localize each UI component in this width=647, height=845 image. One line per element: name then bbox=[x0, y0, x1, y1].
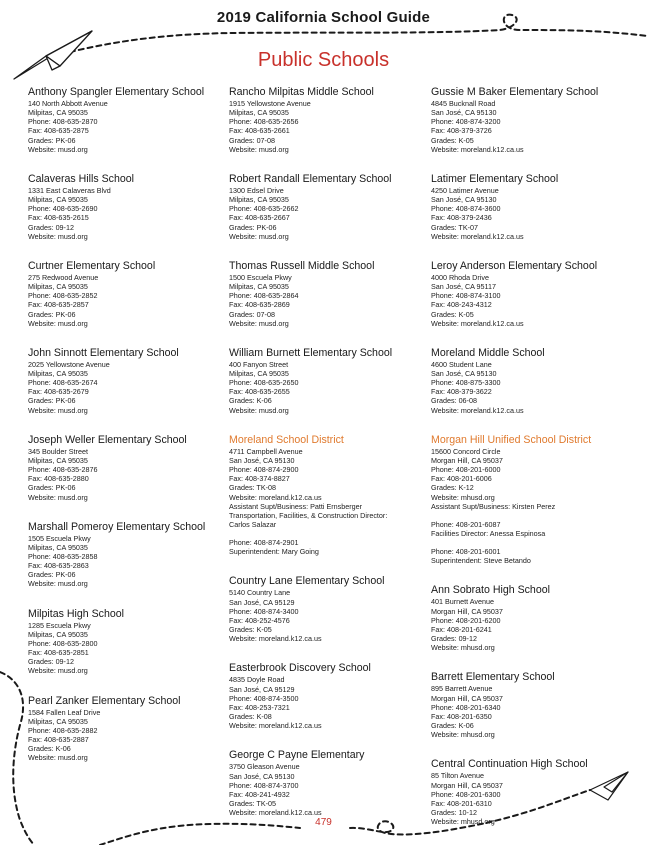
entry-detail-line: Phone: 408-201-6200 bbox=[431, 615, 501, 625]
entry-detail-line: Website: mhusd.org bbox=[431, 643, 495, 653]
entry-detail-line: Phone: 408-875-3300 bbox=[431, 378, 501, 388]
entry-detail-line: Website: musd.org bbox=[28, 492, 88, 502]
section-title: Public Schools bbox=[257, 49, 390, 71]
entry-detail-line: 140 North Abbott Avenue bbox=[28, 99, 108, 108]
school-entry bbox=[431, 671, 621, 739]
school-name: Marshall Pomeroy Elementary School bbox=[28, 520, 206, 533]
school-name: Gussie M Baker Elementary School bbox=[431, 86, 599, 98]
entry-detail-line: Grades: 09-12 bbox=[28, 657, 74, 667]
entry-detail-line: San José, CA 95129 bbox=[229, 684, 295, 694]
entry-detail-line: San José, CA 95130 bbox=[229, 771, 295, 781]
entry-detail-line: Grades: 06-08 bbox=[431, 396, 477, 406]
entry-detail-line: Phone: 408-635-2876 bbox=[28, 465, 98, 475]
entry-detail-line: Milpitas, CA 95035 bbox=[229, 195, 289, 205]
entry-detail-line: Fax: 408-635-2880 bbox=[28, 474, 89, 484]
entry-detail-line: 1915 Yellowstone Avenue bbox=[229, 99, 311, 108]
entry-detail-line: Fax: 408-201-6310 bbox=[431, 798, 492, 808]
school-name: Easterbrook Discovery School bbox=[229, 662, 371, 675]
school-entry bbox=[431, 260, 621, 328]
school-name: George C Payne Elementary bbox=[229, 749, 365, 762]
entry-detail-line: Phone: 408-201-6300 bbox=[431, 789, 501, 799]
entry-detail-line: Phone: 408-874-3200 bbox=[431, 117, 501, 127]
entry-detail-line: Phone: 408-635-2852 bbox=[28, 291, 98, 301]
entry-detail-line: Fax: 408-635-2615 bbox=[28, 213, 89, 223]
entry-detail-line: Assistant Supt/Business: Patti Ernsberger bbox=[229, 501, 363, 511]
entry-detail-line: Fax: 408-379-2436 bbox=[431, 213, 492, 223]
entry-detail-line: Milpitas, CA 95035 bbox=[229, 368, 289, 378]
school-name: William Burnett Elementary School bbox=[229, 346, 393, 359]
entry-detail-line: Phone: 408-874-3500 bbox=[229, 693, 299, 703]
school-entry bbox=[229, 347, 419, 415]
entry-detail-line: Grades: 10-12 bbox=[431, 807, 477, 817]
entry-detail-line: Website: moreland.k12.ca.us bbox=[229, 808, 322, 818]
entry-detail-line: Milpitas, CA 95035 bbox=[28, 716, 88, 726]
entry-detail-line: San José, CA 95129 bbox=[229, 597, 295, 607]
entry-detail-line: 4600 Student Lane bbox=[431, 359, 492, 369]
entry-detail-line: 275 Redwood Avenue bbox=[28, 272, 99, 282]
entry-detail-line: Phone: 408-635-2662 bbox=[229, 204, 299, 214]
entry-detail-line: Website: musd.org bbox=[28, 753, 88, 763]
entry-detail-line: Milpitas, CA 95035 bbox=[28, 108, 88, 118]
entry-detail-line: Fax: 408-379-3726 bbox=[431, 126, 492, 136]
entry-detail-line: 4000 Rhoda Drive bbox=[431, 272, 489, 282]
entry-detail-line: Grades: 07-08 bbox=[229, 135, 275, 145]
entry-detail-line: 85 Tilton Avenue bbox=[431, 771, 485, 781]
entry-detail-line: Phone: 408-201-6001 bbox=[431, 547, 501, 557]
entry-detail-line: 345 Boulder Street bbox=[28, 446, 88, 456]
entry-detail-line: Milpitas, CA 95035 bbox=[28, 542, 88, 552]
district-name: Morgan Hill Unified School District bbox=[431, 433, 592, 446]
school-name: Pearl Zanker Elementary School bbox=[28, 694, 181, 707]
entry-detail-line: Grades: TK-05 bbox=[229, 798, 277, 808]
entry-detail-line: 4845 Bucknall Road bbox=[431, 99, 496, 108]
entry-detail-line: Website: moreland.k12.ca.us bbox=[431, 405, 524, 415]
entry-detail-line: Website: musd.org bbox=[229, 144, 289, 154]
school-name: Joseph Weller Elementary School bbox=[28, 433, 187, 446]
entry-detail-line: Grades: K-08 bbox=[229, 712, 272, 722]
entry-detail-line: Website: musd.org bbox=[28, 144, 88, 154]
entry-detail-line: 400 Fanyon Street bbox=[229, 359, 289, 369]
entry-detail-line: Fax: 408-635-2667 bbox=[229, 213, 290, 223]
school-entry bbox=[28, 86, 218, 154]
entry-detail-line: Milpitas, CA 95035 bbox=[28, 629, 88, 639]
entry-detail-line: Phone: 408-635-2870 bbox=[28, 117, 98, 127]
column-3 bbox=[431, 86, 621, 845]
school-name: Thomas Russell Middle School bbox=[229, 259, 375, 272]
entry-detail-line: Grades: PK-06 bbox=[28, 483, 76, 493]
entry-detail-line: Website: musd.org bbox=[28, 231, 88, 241]
entry-detail-line: Website: musd.org bbox=[229, 318, 289, 328]
entry-detail-line: Website: musd.org bbox=[229, 231, 289, 241]
school-entry bbox=[431, 173, 621, 241]
entry-detail-line: Morgan Hill, CA 95037 bbox=[431, 606, 503, 616]
entry-detail-line: Fax: 408-635-2863 bbox=[28, 561, 89, 571]
entry-detail-line: Phone: 408-635-2650 bbox=[229, 378, 299, 388]
entry-detail-line: 5140 Country Lane bbox=[229, 588, 291, 598]
entry-detail-line: Milpitas, CA 95035 bbox=[28, 282, 88, 292]
entry-detail-line: Facilities Director: Anessa Espinosa bbox=[431, 529, 546, 538]
entry-detail-line: Phone: 408-874-3700 bbox=[229, 780, 299, 790]
school-entry bbox=[229, 173, 419, 241]
school-entry bbox=[229, 749, 419, 817]
school-name: Anthony Spangler Elementary School bbox=[28, 86, 205, 98]
entry-detail-line: Morgan Hill, CA 95037 bbox=[431, 693, 503, 703]
school-name: Leroy Anderson Elementary School bbox=[431, 259, 598, 272]
entry-detail-line: Grades: K-12 bbox=[431, 483, 474, 493]
entry-detail-line: Milpitas, CA 95035 bbox=[229, 108, 289, 118]
entry-detail-line: Assistant Supt/Business: Kirsten Perez bbox=[431, 501, 556, 511]
entry-detail-line: Grades: K-05 bbox=[229, 625, 272, 635]
entry-detail-line: Website: mhusd.org bbox=[431, 492, 495, 502]
entry-detail-line: 4250 Latimer Avenue bbox=[431, 185, 499, 195]
entry-detail-line: Grades: K-05 bbox=[431, 309, 474, 319]
entry-detail-line: Grades: PK-06 bbox=[28, 135, 76, 145]
entry-detail-line: 401 Burnett Avenue bbox=[431, 597, 495, 607]
entry-detail-line: Phone: 408-201-6000 bbox=[431, 465, 501, 475]
entry-detail-line: 1331 East Calaveras Blvd bbox=[28, 185, 111, 195]
entry-detail-line: 3750 Gleason Avenue bbox=[229, 762, 300, 772]
entry-detail-line: Fax: 408-635-2875 bbox=[28, 126, 89, 136]
entry-detail-line: Phone: 408-874-3600 bbox=[431, 204, 501, 214]
entry-detail-line: 1500 Escuela Pkwy bbox=[229, 272, 292, 282]
entry-detail-line: Grades: 07-08 bbox=[229, 309, 275, 319]
entry-detail-line: Milpitas, CA 95035 bbox=[28, 368, 88, 378]
entry-detail-line: Superintendent: Steve Betando bbox=[431, 556, 531, 566]
school-name: Moreland Middle School bbox=[431, 346, 545, 359]
entry-detail-line: Fax: 408-635-2887 bbox=[28, 735, 89, 745]
entry-detail-line: Website: musd.org bbox=[28, 318, 88, 328]
entry-detail-line: Morgan Hill, CA 95037 bbox=[431, 780, 503, 790]
entry-detail-line: San José, CA 95130 bbox=[431, 108, 497, 118]
entry-detail-line: Fax: 408-635-2857 bbox=[28, 300, 89, 310]
entry-detail-line: 895 Barrett Avenue bbox=[431, 684, 493, 694]
entry-detail-line: Phone: 408-874-2900 bbox=[229, 465, 299, 475]
entry-detail-line: Milpitas, CA 95035 bbox=[28, 455, 88, 465]
entry-detail-line: Website: mhusd.org bbox=[431, 730, 495, 740]
entry-detail-line: Phone: 408-635-2800 bbox=[28, 638, 98, 648]
entry-detail-line: Fax: 408-201-6241 bbox=[431, 624, 492, 634]
school-name: Calaveras Hills School bbox=[28, 172, 134, 185]
school-entry bbox=[431, 86, 621, 154]
entry-detail-line: Website: moreland.k12.ca.us bbox=[229, 492, 322, 502]
school-entry bbox=[28, 521, 218, 589]
entry-detail-line: 2025 Yellowstone Avenue bbox=[28, 359, 110, 369]
entry-detail-line: 1584 Fallen Leaf Drive bbox=[28, 707, 101, 717]
school-name: Country Lane Elementary School bbox=[229, 575, 385, 588]
column-1 bbox=[28, 86, 218, 782]
entry-detail-line: Morgan Hill, CA 95037 bbox=[431, 455, 503, 465]
entry-detail-line: Fax: 408-241-4932 bbox=[229, 789, 290, 799]
entry-detail-line: Transportation, Facilities, & Construction Director: bbox=[229, 510, 388, 520]
entry-detail-line: Grades: 09-12 bbox=[431, 634, 477, 644]
entry-detail-line: Phone: 408-874-3400 bbox=[229, 606, 299, 616]
entry-detail-line: San José, CA 95130 bbox=[431, 195, 497, 205]
entry-detail-line: Grades: K-06 bbox=[28, 744, 71, 754]
entry-detail-line: Fax: 408-252-4576 bbox=[229, 615, 290, 625]
entry-detail-line: Grades: PK-06 bbox=[229, 222, 277, 232]
school-entry bbox=[28, 347, 218, 415]
entry-detail-line: Grades: 09-12 bbox=[28, 222, 74, 232]
entry-detail-line: Fax: 408-201-6006 bbox=[431, 474, 492, 484]
district-entry bbox=[229, 434, 419, 557]
entry-detail-line: Milpitas, CA 95035 bbox=[229, 282, 289, 292]
school-entry bbox=[229, 86, 419, 154]
entry-detail-line: Fax: 408-201-6350 bbox=[431, 711, 492, 721]
entry-detail-line: Phone: 408-874-3100 bbox=[431, 291, 501, 301]
entry-detail-line: Grades: TK-07 bbox=[431, 222, 479, 232]
entry-detail-line: Superintendent: Mary Going bbox=[229, 547, 319, 557]
entry-detail-line: Grades: K-06 bbox=[431, 721, 474, 731]
entry-detail-line: 15600 Concord Circle bbox=[431, 446, 501, 456]
entry-detail-line: Fax: 408-635-2869 bbox=[229, 300, 290, 310]
school-entry bbox=[28, 695, 218, 763]
school-entry bbox=[229, 260, 419, 328]
page-number: 479 bbox=[315, 817, 332, 828]
entry-detail-line: Fax: 408-635-2679 bbox=[28, 387, 89, 397]
entry-detail-line: Website: musd.org bbox=[28, 579, 88, 589]
entry-detail-line: Grades: TK-08 bbox=[229, 483, 277, 493]
school-entry bbox=[28, 434, 218, 502]
entry-detail-line: Website: musd.org bbox=[28, 666, 88, 676]
entry-detail-line: Fax: 408-253-7321 bbox=[229, 702, 290, 712]
school-name: Ann Sobrato High School bbox=[431, 584, 550, 597]
entry-detail-line: Website: moreland.k12.ca.us bbox=[431, 144, 524, 154]
school-entry bbox=[28, 608, 218, 676]
district-name: Moreland School District bbox=[229, 433, 344, 446]
entry-detail-line: 1505 Escuela Pkwy bbox=[28, 533, 91, 543]
entry-detail-line: 1285 Escuela Pkwy bbox=[28, 620, 91, 630]
school-name: Milpitas High School bbox=[28, 607, 124, 620]
entry-detail-line: San José, CA 95130 bbox=[229, 455, 295, 465]
school-name: Rancho Milpitas Middle School bbox=[229, 86, 374, 98]
school-name: John Sinnott Elementary School bbox=[28, 346, 179, 359]
entry-detail-line: Phone: 408-635-2690 bbox=[28, 204, 98, 214]
entry-detail-line: 1300 Edsel Drive bbox=[229, 185, 284, 195]
entry-detail-line: Fax: 408-243-4312 bbox=[431, 300, 492, 310]
entry-detail-line: Grades: PK-06 bbox=[28, 309, 76, 319]
entry-detail-line: Grades: PK-06 bbox=[28, 396, 76, 406]
entry-detail-line: Grades: K-06 bbox=[229, 396, 272, 406]
school-entry bbox=[431, 584, 621, 652]
entry-detail-line: Phone: 408-635-2674 bbox=[28, 378, 98, 388]
entry-detail-line: 4711 Campbell Avenue bbox=[229, 446, 303, 456]
entry-detail-line: Grades: PK-06 bbox=[28, 570, 76, 580]
entry-detail-line: Fax: 408-379-3622 bbox=[431, 387, 492, 397]
school-name: Latimer Elementary School bbox=[431, 172, 559, 185]
entry-detail-line: Phone: 408-874-2901 bbox=[229, 538, 299, 548]
entry-detail-line: Website: moreland.k12.ca.us bbox=[431, 231, 524, 241]
entry-detail-line: Fax: 408-635-2851 bbox=[28, 648, 89, 658]
school-entry bbox=[229, 662, 419, 730]
entry-detail-line: Phone: 408-201-6340 bbox=[431, 702, 501, 712]
entry-detail-line: Phone: 408-635-2864 bbox=[229, 291, 299, 301]
entry-detail-line: Grades: K-05 bbox=[431, 135, 474, 145]
entry-detail-line: Phone: 408-635-2656 bbox=[229, 117, 299, 127]
school-name: Robert Randall Elementary School bbox=[229, 172, 392, 185]
entry-detail-line: 4835 Doyle Road bbox=[229, 675, 285, 685]
entry-detail-line: Phone: 408-635-2882 bbox=[28, 725, 98, 735]
school-entry bbox=[431, 347, 621, 415]
column-2 bbox=[229, 86, 419, 836]
entry-detail-line: Fax: 408-374-8827 bbox=[229, 474, 290, 484]
district-entry bbox=[431, 434, 621, 566]
entry-detail-line: Website: moreland.k12.ca.us bbox=[229, 721, 322, 731]
entry-detail-line: Website: mhusd.org bbox=[431, 817, 495, 827]
entry-detail-line: Website: moreland.k12.ca.us bbox=[229, 634, 322, 644]
guide-title: 2019 California School Guide bbox=[216, 9, 431, 26]
entry-detail-line: San José, CA 95117 bbox=[431, 282, 496, 292]
school-entry bbox=[229, 575, 419, 643]
entry-detail-line: Milpitas, CA 95035 bbox=[28, 195, 88, 205]
school-name: Central Continuation High School bbox=[431, 758, 588, 771]
entry-detail-line: Fax: 408-635-2661 bbox=[229, 126, 290, 136]
entry-detail-line: Fax: 408-635-2655 bbox=[229, 387, 290, 397]
entry-detail-line: Website: moreland.k12.ca.us bbox=[431, 318, 524, 328]
school-name: Curtner Elementary School bbox=[28, 259, 156, 272]
entry-detail-line: Phone: 408-201-6087 bbox=[431, 519, 501, 529]
entry-detail-line: Phone: 408-635-2858 bbox=[28, 552, 98, 561]
school-entry bbox=[28, 260, 218, 328]
school-name: Barrett Elementary School bbox=[431, 671, 555, 684]
entry-detail-line: Website: musd.org bbox=[28, 405, 88, 415]
school-entry bbox=[28, 173, 218, 241]
entry-detail-line: Carlos Salazar bbox=[229, 520, 277, 529]
entry-detail-line: San José, CA 95130 bbox=[431, 368, 497, 378]
entry-detail-line: Website: musd.org bbox=[229, 405, 289, 415]
